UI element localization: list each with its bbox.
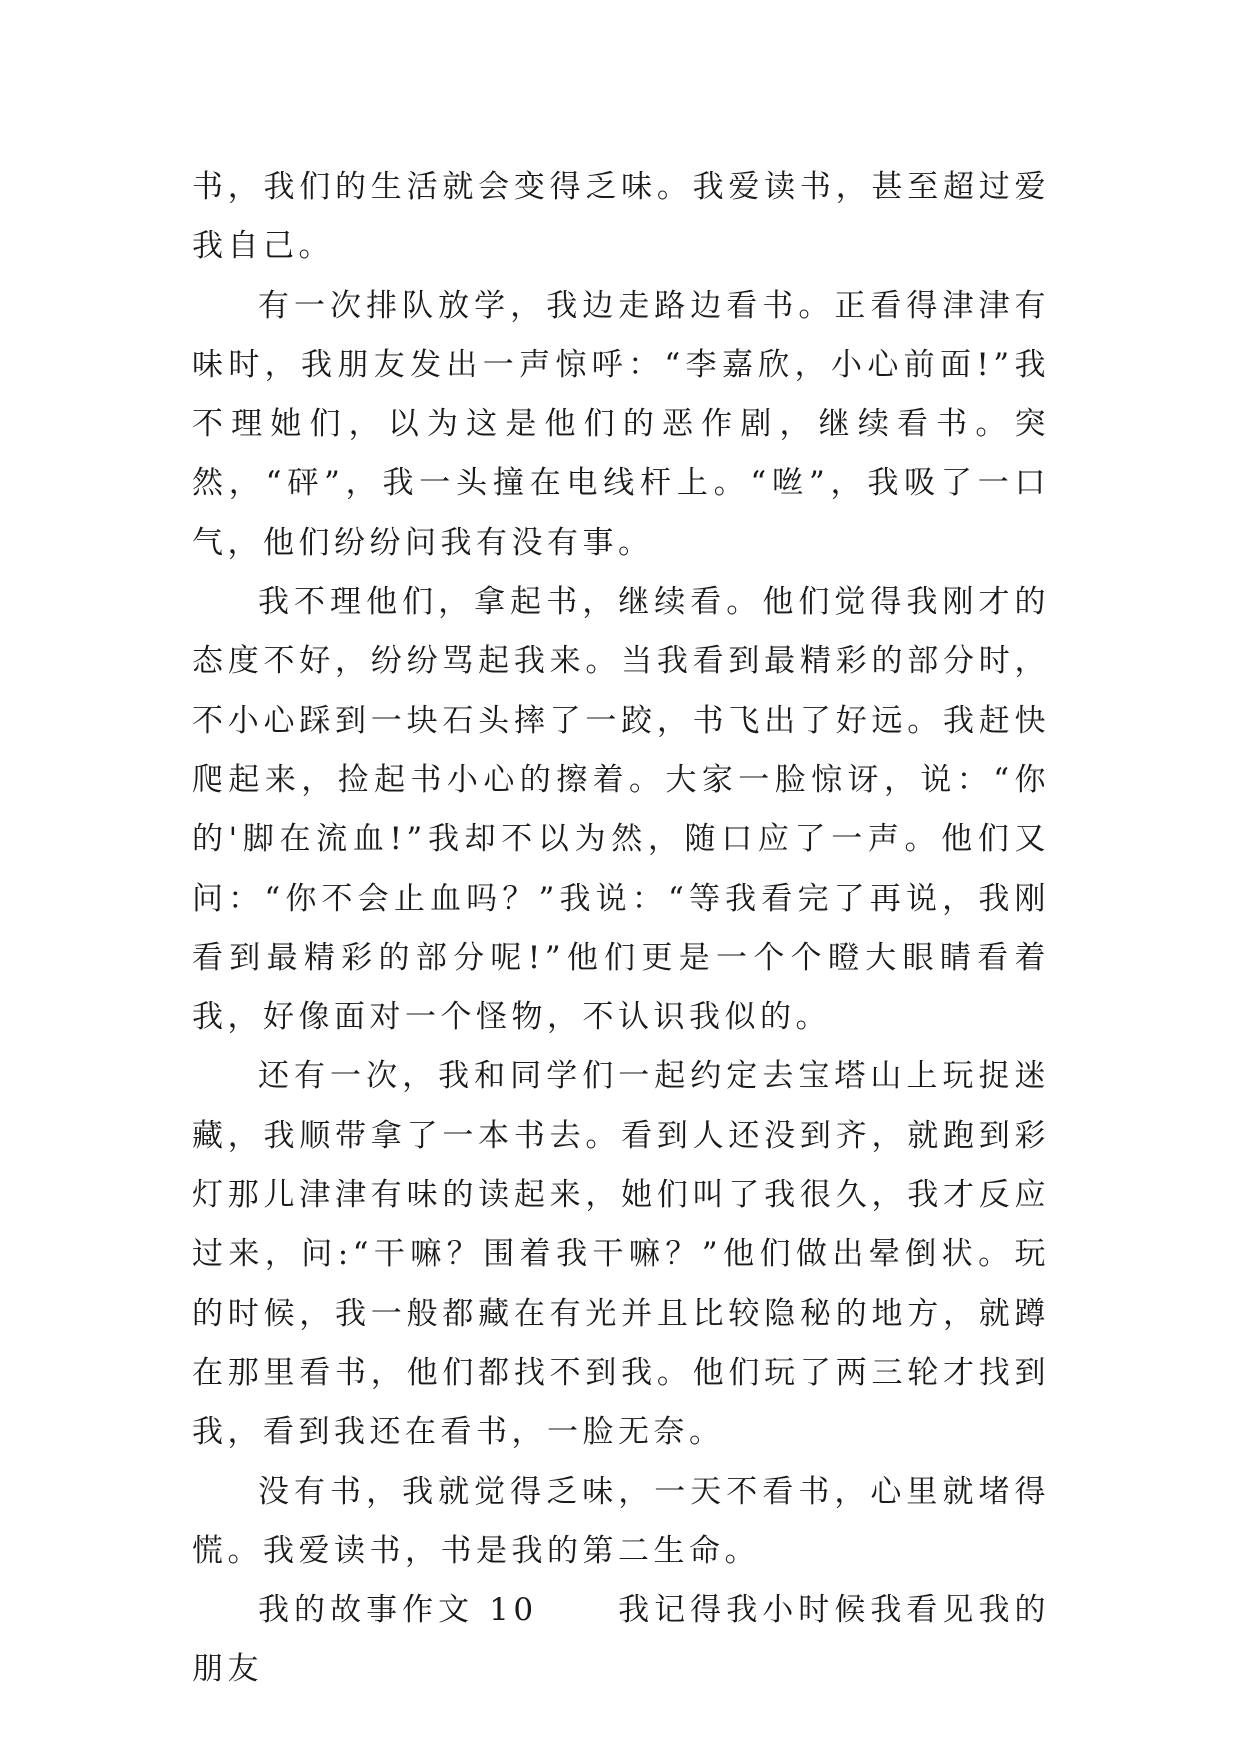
essay-title: 我的故事作文 10 xyxy=(258,1592,538,1629)
paragraph-3: 我不理他们，拿起书，继续看。他们觉得我刚才的态度不好，纷纷骂起我来。当我看到最精彩的部分时，不小心踩到一块石头摔了一跤，书飞出了好远。我赶快爬起来，捡起书小心的擦着。大家一脸惊讶，说：“你的'脚在流血!”我却不以为然，随口应了一声。他们又问：“你不会止血吗？”我说：“等我看完了再说，我刚看到最精彩的部分呢!”他们更是一个个瞪大眼睛看着我，好像面对一个怪物，不认识我似的。 xyxy=(192,584,1050,1036)
document-body xyxy=(192,158,1050,1700)
paragraph-4: 还有一次，我和同学们一起约定去宝塔山上玩捉迷藏，我顺带拿了一本书去。看到人还没到齐，就跑到彩灯那儿津津有味的读起来，她们叫了我很久，我才反应过来，问:“干嘛？围着我干嘛？”他们做出晕倒状。玩的时候，我一般都藏在有光并且比较隐秘的地方，就蹲在那里看书，他们都找不到我。他们玩了两三轮才找到我，看到我还在看书，一脸无奈。 xyxy=(192,1058,1050,1451)
paragraph-5: 没有书，我就觉得乏味，一天不看书，心里就堵得慌。我爱读书，书是我的第二生命。 xyxy=(192,1473,1050,1569)
essay-heading-line xyxy=(192,1581,1050,1700)
paragraph-1: 书，我们的生活就会变得乏味。我爱读书，甚至超过爱我自己。 xyxy=(192,169,1050,265)
paragraph-2: 有一次排队放学，我边走路边看书。正看得津津有味时，我朋友发出一声惊呼：“李嘉欣，小心前面!”我不理她们，以为这是他们的恶作剧，继续看书。突然，“砰”，我一头撞在电线杆上。“咝”，我吸了一口气，他们纷纷问我有没有事。 xyxy=(192,287,1050,561)
essay-opening-text: 我记得我小时候我看见我的朋友 xyxy=(192,1592,1050,1688)
